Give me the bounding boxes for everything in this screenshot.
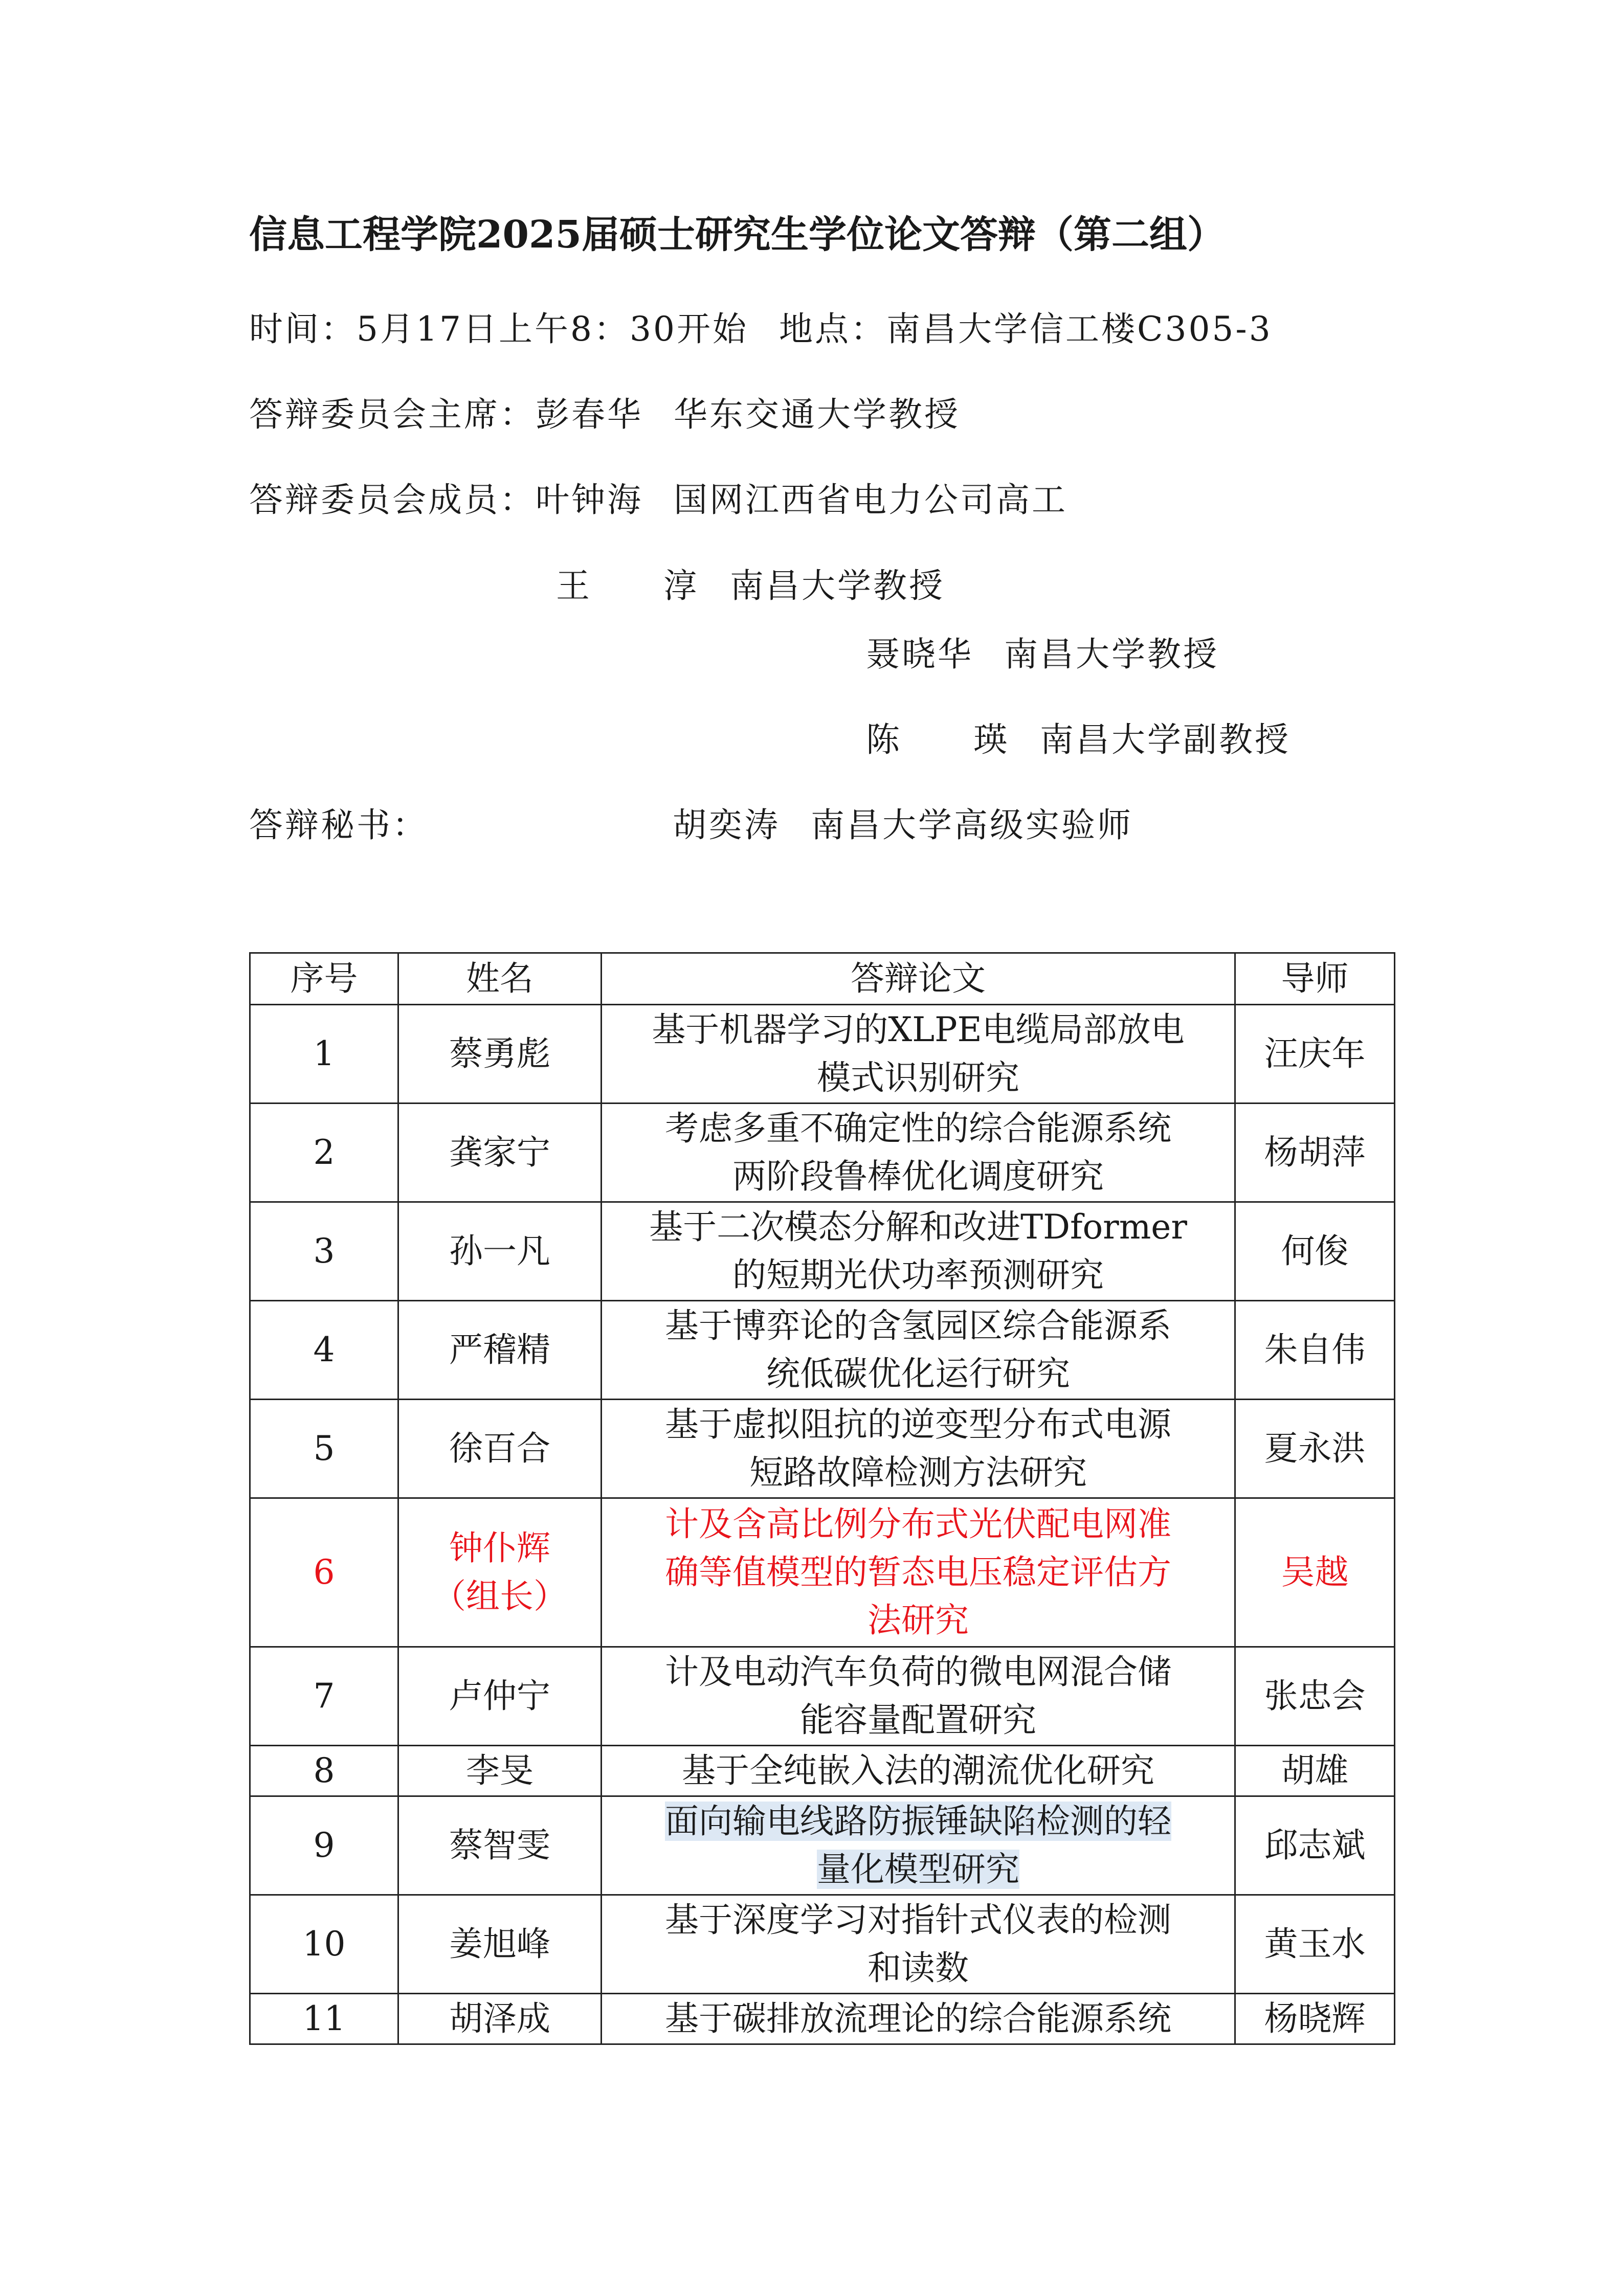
cell-advisor: 何俊 — [1235, 1202, 1395, 1301]
page-title: 信息工程学院2025届硕士研究生学位论文答辩（第二组） — [249, 213, 1225, 257]
members-label: 答辩委员会成员： — [249, 480, 536, 520]
cell-thesis — [602, 1104, 1235, 1202]
thesis-line: 基于深度学习对指针式仪表的检测 — [665, 1900, 1171, 1940]
cell-advisor: 胡雄 — [1235, 1746, 1395, 1796]
members-line-4 — [866, 712, 1291, 761]
thesis-line: 基于碳排放流理论的综合能源系统 — [665, 1999, 1171, 2038]
thesis-line: 考虑多重不确定性的综合能源系统 — [665, 1109, 1171, 1148]
table-row — [250, 1994, 1395, 2044]
cell-no: 10 — [250, 1895, 398, 1994]
student-name: 徐百合 — [449, 1429, 550, 1468]
student-name: 严稽精 — [449, 1330, 550, 1369]
cell-no: 1 — [250, 1005, 398, 1104]
cell-advisor: 吴越 — [1235, 1498, 1395, 1647]
student-role-note: （组长） — [432, 1577, 567, 1616]
column-header-advisor: 导师 — [1235, 953, 1395, 1005]
cell-no: 2 — [250, 1104, 398, 1202]
cell-name — [398, 1647, 602, 1746]
thesis-line: 基于博弈论的含氢园区综合能源系 — [665, 1306, 1171, 1345]
cell-name — [398, 1202, 602, 1301]
cell-thesis — [602, 1796, 1235, 1895]
column-header-no: 序号 — [250, 953, 398, 1005]
cell-thesis — [602, 1400, 1235, 1498]
column-header-name: 姓名 — [398, 953, 602, 1005]
thesis-line: 基于二次模态分解和改进TDformer — [649, 1207, 1187, 1247]
cell-advisor: 朱自伟 — [1235, 1301, 1395, 1400]
members-line-1 — [249, 472, 1067, 521]
member-title: 国网江西省电力公司高工 — [674, 480, 1067, 520]
cell-thesis — [602, 1647, 1235, 1746]
table-row — [250, 1647, 1395, 1746]
cell-name — [398, 1005, 602, 1104]
thesis-line: 和读数 — [867, 1948, 969, 1988]
thesis-line: 面向输电线路防振锤缺陷检测的轻 — [665, 1802, 1171, 1841]
student-name: 孙一凡 — [449, 1231, 550, 1271]
cell-no: 3 — [250, 1202, 398, 1301]
cell-name — [398, 1301, 602, 1400]
chair-line — [249, 387, 960, 436]
thesis-line: 基于机器学习的XLPE电缆局部放电 — [652, 1010, 1185, 1049]
secretary-name: 胡奕涛 — [673, 805, 780, 845]
thesis-line: 量化模型研究 — [817, 1850, 1019, 1889]
thesis-line: 的短期光伏功率预测研究 — [732, 1255, 1104, 1295]
cell-no: 7 — [250, 1647, 398, 1746]
thesis-line — [611, 1797, 1225, 1845]
table-row — [250, 1202, 1395, 1301]
time-text: 时间：5月17日上午8：30开始 — [249, 309, 748, 349]
cell-name — [398, 1895, 602, 1994]
cell-advisor: 杨晓辉 — [1235, 1994, 1395, 2044]
cell-no: 5 — [250, 1400, 398, 1498]
student-name: 卢仲宁 — [449, 1676, 550, 1716]
secretary-label: 答辩秘书： — [249, 805, 428, 845]
student-name: 胡泽成 — [449, 1999, 550, 2038]
table-row — [250, 1498, 1395, 1647]
thesis-line: 法研究 — [867, 1601, 969, 1640]
table-row — [250, 1301, 1395, 1400]
cell-name — [398, 1104, 602, 1202]
table-row — [250, 1400, 1395, 1498]
member-title: 南昌大学教授 — [1004, 635, 1219, 674]
student-name: 钟仆辉 — [449, 1528, 550, 1568]
student-name: 蔡勇彪 — [449, 1034, 550, 1073]
cell-no: 6 — [250, 1498, 398, 1647]
member-title: 南昌大学副教授 — [1040, 720, 1291, 759]
table-row — [250, 1746, 1395, 1796]
cell-name — [398, 1498, 602, 1647]
cell-advisor: 邱志斌 — [1235, 1796, 1395, 1895]
member-name: 王 淳 — [556, 566, 699, 605]
thesis-line: 计及含高比例分布式光伏配电网准 — [665, 1504, 1171, 1544]
secretary-info — [673, 798, 1133, 846]
thesis-line: 基于全纯嵌入法的潮流优化研究 — [682, 1751, 1154, 1790]
student-name: 李旻 — [466, 1751, 533, 1790]
cell-advisor: 张忠会 — [1235, 1647, 1395, 1746]
secretary-line — [249, 798, 428, 846]
members-line-3 — [866, 627, 1219, 676]
member-title: 南昌大学教授 — [730, 566, 945, 605]
thesis-line: 计及电动汽车负荷的微电网混合储 — [665, 1652, 1171, 1692]
cell-no: 9 — [250, 1796, 398, 1895]
secretary-title: 南昌大学高级实验师 — [811, 805, 1133, 845]
table-body — [250, 1005, 1395, 2044]
cell-no: 4 — [250, 1301, 398, 1400]
cell-no: 11 — [250, 1994, 398, 2044]
cell-thesis — [602, 1498, 1235, 1647]
thesis-line: 基于虚拟阻抗的逆变型分布式电源 — [665, 1405, 1171, 1444]
cell-thesis — [602, 1005, 1235, 1104]
cell-name — [398, 1746, 602, 1796]
cell-name — [398, 1400, 602, 1498]
chair-name: 彭春华 — [536, 395, 643, 434]
thesis-line: 模式识别研究 — [817, 1058, 1019, 1097]
cell-advisor: 杨胡萍 — [1235, 1104, 1395, 1202]
cell-thesis — [602, 1746, 1235, 1796]
thesis-line: 能容量配置研究 — [800, 1700, 1036, 1740]
cell-advisor: 夏永洪 — [1235, 1400, 1395, 1498]
cell-no: 8 — [250, 1746, 398, 1796]
student-name: 蔡智雯 — [449, 1826, 550, 1865]
time-place-line — [249, 302, 1273, 350]
cell-thesis — [602, 1202, 1235, 1301]
column-header-thesis: 答辩论文 — [602, 953, 1235, 1005]
cell-name — [398, 1796, 602, 1895]
table-row — [250, 1005, 1395, 1104]
cell-thesis — [602, 1301, 1235, 1400]
thesis-line: 两阶段鲁棒优化调度研究 — [732, 1157, 1104, 1196]
cell-thesis — [602, 1895, 1235, 1994]
place-text: 地点：南昌大学信工楼C305-3 — [778, 309, 1273, 349]
chair-label: 答辩委员会主席： — [249, 395, 536, 434]
member-name: 聂晓华 — [866, 635, 973, 674]
cell-name — [398, 1994, 602, 2044]
table-row — [250, 1796, 1395, 1895]
members-line-2 — [556, 558, 945, 607]
student-name: 姜旭峰 — [449, 1924, 550, 1964]
cell-thesis — [602, 1994, 1235, 2044]
thesis-line — [611, 1845, 1225, 1894]
chair-title: 华东交通大学教授 — [674, 395, 960, 434]
thesis-line: 确等值模型的暂态电压稳定评估方 — [665, 1552, 1171, 1592]
table-header-row — [250, 953, 1395, 1005]
member-name: 叶钟海 — [536, 480, 643, 520]
cell-advisor: 汪庆年 — [1235, 1005, 1395, 1104]
table-row — [250, 1104, 1395, 1202]
defense-schedule-table — [249, 952, 1395, 2045]
table-row — [250, 1895, 1395, 1994]
thesis-line: 短路故障检测方法研究 — [749, 1453, 1087, 1492]
cell-advisor: 黄玉水 — [1235, 1895, 1395, 1994]
member-name: 陈 瑛 — [866, 720, 1009, 759]
thesis-line: 统低碳优化运行研究 — [766, 1354, 1070, 1393]
student-name: 龚家宁 — [449, 1133, 550, 1172]
